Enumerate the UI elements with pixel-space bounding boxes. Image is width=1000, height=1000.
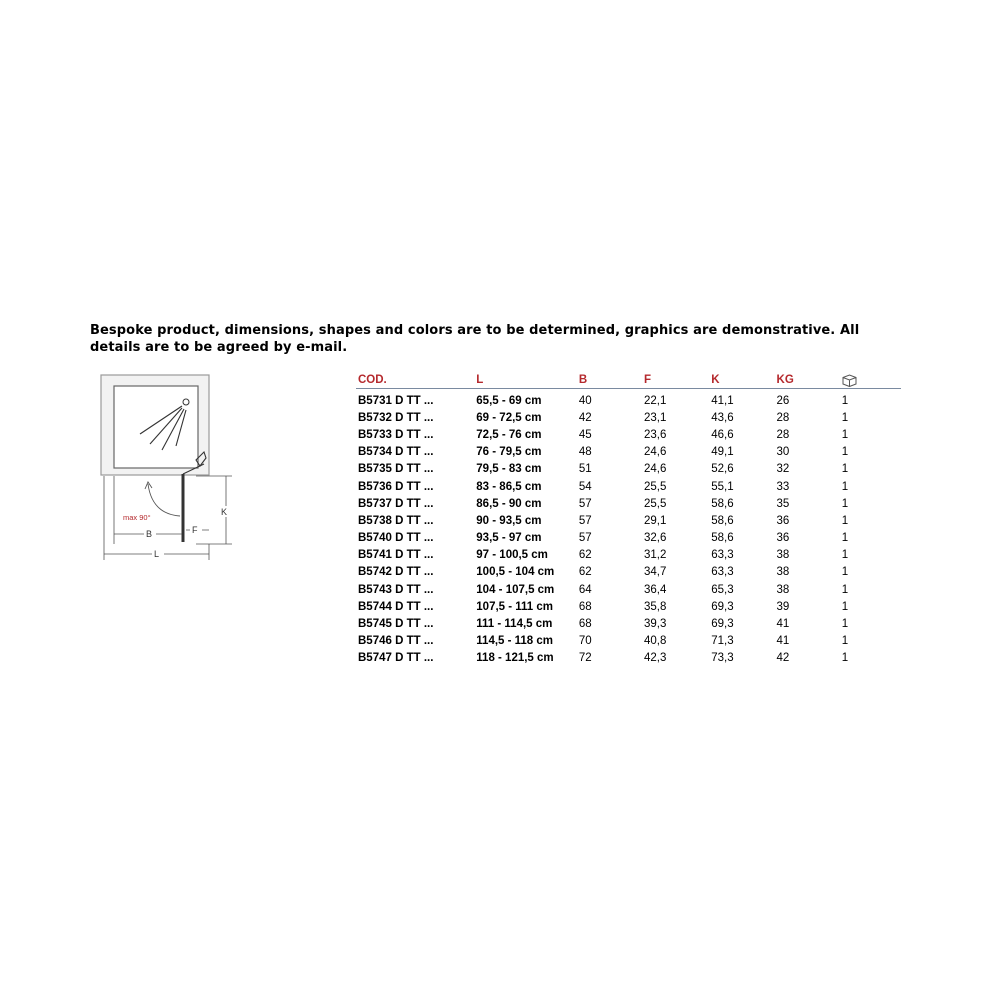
table-row — [356, 461, 901, 478]
cell-qty: 1 — [841, 463, 849, 476]
cell-f: 25,5 — [644, 497, 667, 510]
cell-code: B5740 D TT ... — [358, 532, 434, 545]
product-notice: Bespoke product, dimensions, shapes and colors are to be determined, graphics are demonstrative. All details are to be agreed by e-mail. — [90, 323, 860, 355]
cell-k: 58,6 — [711, 497, 734, 510]
cell-k: 49,1 — [711, 446, 734, 459]
cell-l: 90 - 93,5 cm — [476, 514, 542, 527]
cell-f: 23,1 — [644, 411, 667, 424]
cell-qty: 1 — [841, 428, 849, 441]
cell-f: 32,6 — [644, 532, 667, 545]
cell-l: 83 - 86,5 cm — [476, 480, 542, 493]
cell-l: 79,5 - 83 cm — [476, 463, 542, 476]
cell-kg: 30 — [776, 446, 790, 459]
cell-code: B5733 D TT ... — [358, 428, 434, 441]
table-row — [356, 650, 901, 667]
table-row — [356, 598, 901, 615]
cell-b: 45 — [578, 428, 592, 441]
cell-code: B5742 D TT ... — [358, 566, 434, 579]
table-row — [356, 581, 901, 598]
cell-k: 65,3 — [711, 583, 734, 596]
cell-b: 57 — [578, 532, 592, 545]
cell-kg: 28 — [776, 428, 790, 441]
cell-code: B5734 D TT ... — [358, 446, 434, 459]
cell-qty: 1 — [841, 394, 849, 407]
cell-code: B5738 D TT ... — [358, 514, 434, 527]
cell-b: 57 — [578, 497, 592, 510]
cell-b: 70 — [578, 635, 592, 648]
cell-b: 68 — [578, 618, 592, 631]
cell-f: 23,6 — [644, 428, 667, 441]
dimension-k-label: K — [221, 507, 228, 517]
cell-b: 40 — [578, 394, 592, 407]
dimension-b-label: B — [146, 529, 153, 539]
cell-l: 100,5 - 104 cm — [476, 566, 555, 579]
cell-kg: 33 — [776, 480, 790, 493]
cell-b: 72 — [578, 652, 592, 665]
cell-b: 51 — [578, 463, 592, 476]
cell-l: 104 - 107,5 cm — [476, 583, 555, 596]
cell-kg: 38 — [776, 583, 790, 596]
cell-k: 71,3 — [711, 635, 734, 648]
cell-code: B5741 D TT ... — [358, 549, 434, 562]
cell-kg: 42 — [776, 652, 790, 665]
cell-f: 40,8 — [644, 635, 667, 648]
table-row — [356, 615, 901, 632]
cell-f: 22,1 — [644, 394, 667, 407]
cell-qty: 1 — [841, 480, 849, 493]
table-row — [356, 512, 901, 529]
cell-f: 35,8 — [644, 600, 667, 613]
table-row — [356, 530, 901, 547]
table-row — [356, 444, 901, 461]
cell-kg: 38 — [776, 549, 790, 562]
shower-door-diagram — [100, 374, 240, 574]
header-code: COD. — [356, 372, 474, 389]
cell-f: 39,3 — [644, 618, 667, 631]
cell-code: B5745 D TT ... — [358, 618, 434, 631]
header-package — [840, 372, 901, 389]
cell-code: B5743 D TT ... — [358, 583, 434, 596]
cell-l: 107,5 - 111 cm — [476, 600, 554, 613]
cell-k: 63,3 — [711, 566, 734, 579]
cell-k: 58,6 — [711, 532, 734, 545]
cell-kg: 38 — [776, 566, 790, 579]
cell-l: 69 - 72,5 cm — [476, 411, 542, 424]
cell-f: 42,3 — [644, 652, 667, 665]
cell-l: 114,5 - 118 cm — [476, 635, 554, 648]
cell-kg: 41 — [776, 635, 790, 648]
table-row — [356, 409, 901, 426]
cell-qty: 1 — [841, 583, 849, 596]
cell-kg: 32 — [776, 463, 790, 476]
cell-qty: 1 — [841, 635, 849, 648]
cell-code: B5744 D TT ... — [358, 600, 434, 613]
cell-qty: 1 — [841, 600, 849, 613]
cell-qty: 1 — [841, 652, 849, 665]
cell-k: 69,3 — [711, 618, 734, 631]
cell-kg: 36 — [776, 514, 790, 527]
cell-k: 41,1 — [711, 394, 734, 407]
table-header-row — [356, 372, 901, 389]
table-row — [356, 389, 901, 410]
cell-f: 29,1 — [644, 514, 667, 527]
table-row — [356, 495, 901, 512]
table-row — [356, 426, 901, 443]
header-f: F — [642, 372, 709, 389]
cell-k: 69,3 — [711, 600, 734, 613]
cell-f: 31,2 — [644, 549, 667, 562]
cell-l: 76 - 79,5 cm — [476, 446, 542, 459]
cell-f: 24,6 — [644, 463, 667, 476]
cell-qty: 1 — [841, 446, 849, 459]
cell-code: B5735 D TT ... — [358, 463, 434, 476]
cell-qty: 1 — [841, 549, 849, 562]
cell-k: 52,6 — [711, 463, 734, 476]
cell-kg: 35 — [776, 497, 790, 510]
cell-qty: 1 — [841, 497, 849, 510]
header-k: K — [709, 372, 774, 389]
header-kg: KG — [775, 372, 840, 389]
cell-l: 93,5 - 97 cm — [476, 532, 542, 545]
table-row — [356, 564, 901, 581]
cell-k: 43,6 — [711, 411, 734, 424]
angle-label: max 90° — [123, 513, 151, 522]
cell-l: 65,5 - 69 cm — [476, 394, 542, 407]
product-size-table — [356, 372, 901, 667]
cell-b: 62 — [578, 566, 592, 579]
cell-code: B5737 D TT ... — [358, 497, 434, 510]
opening-arc — [148, 484, 180, 516]
cell-b: 57 — [578, 514, 592, 527]
dimension-f-label: F — [192, 525, 198, 535]
cell-b: 42 — [578, 411, 592, 424]
cell-l: 72,5 - 76 cm — [476, 428, 542, 441]
cell-l: 86,5 - 90 cm — [476, 497, 542, 510]
cell-kg: 26 — [776, 394, 790, 407]
cell-code: B5736 D TT ... — [358, 480, 434, 493]
cell-f: 25,5 — [644, 480, 667, 493]
cell-code: B5731 D TT ... — [358, 394, 434, 407]
cell-qty: 1 — [841, 566, 849, 579]
cell-kg: 28 — [776, 411, 790, 424]
cell-k: 73,3 — [711, 652, 734, 665]
cell-b: 48 — [578, 446, 592, 459]
table-row — [356, 547, 901, 564]
cell-qty: 1 — [841, 514, 849, 527]
cell-code: B5746 D TT ... — [358, 635, 434, 648]
cell-qty: 1 — [841, 411, 849, 424]
package-box-icon — [842, 374, 857, 387]
cell-b: 62 — [578, 549, 592, 562]
table-body — [356, 389, 901, 668]
cell-l: 111 - 114,5 cm — [476, 618, 553, 631]
shower-tray-basin — [114, 386, 198, 468]
dimension-l-label: L — [154, 549, 160, 559]
cell-f: 34,7 — [644, 566, 667, 579]
cell-k: 46,6 — [711, 428, 734, 441]
header-l: L — [474, 372, 577, 389]
cell-qty: 1 — [841, 618, 849, 631]
cell-qty: 1 — [841, 532, 849, 545]
cell-f: 36,4 — [644, 583, 667, 596]
cell-b: 64 — [578, 583, 592, 596]
header-b: B — [577, 372, 642, 389]
cell-k: 63,3 — [711, 549, 734, 562]
cell-k: 55,1 — [711, 480, 734, 493]
cell-kg: 41 — [776, 618, 790, 631]
cell-b: 68 — [578, 600, 592, 613]
cell-b: 54 — [578, 480, 592, 493]
cell-f: 24,6 — [644, 446, 667, 459]
cell-code: B5732 D TT ... — [358, 411, 434, 424]
cell-kg: 36 — [776, 532, 790, 545]
cell-l: 118 - 121,5 cm — [476, 652, 554, 665]
cell-kg: 39 — [776, 600, 790, 613]
table-row — [356, 633, 901, 650]
table-row — [356, 478, 901, 495]
cell-l: 97 - 100,5 cm — [476, 549, 548, 562]
cell-k: 58,6 — [711, 514, 734, 527]
cell-code: B5747 D TT ... — [358, 652, 434, 665]
